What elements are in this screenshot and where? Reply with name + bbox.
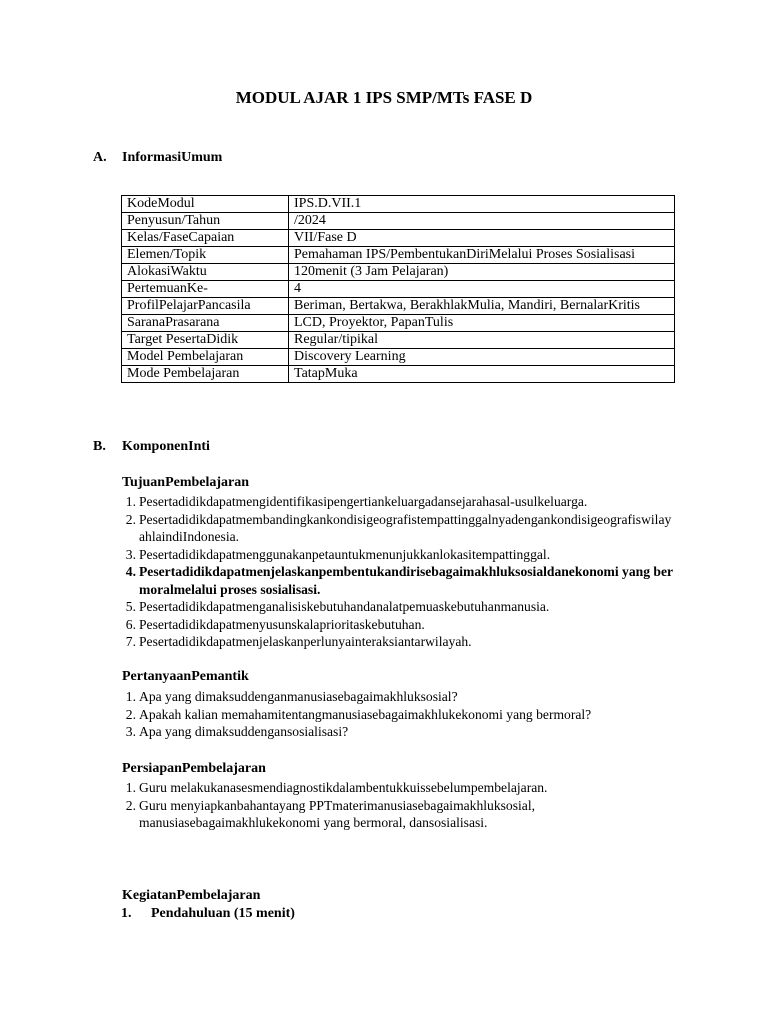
list-item bbox=[114, 598, 674, 616]
list-item bbox=[114, 563, 674, 598]
list-item-number: 3. bbox=[125, 546, 136, 562]
list-item bbox=[114, 779, 674, 797]
info-value-cell: Discovery Learning bbox=[289, 349, 675, 366]
section-b-letter: B. bbox=[93, 439, 106, 454]
info-row bbox=[122, 315, 675, 332]
info-value-cell: Regular/tipikal bbox=[289, 332, 675, 349]
info-value-cell: /2024 bbox=[289, 213, 675, 230]
info-key-cell: PertemuanKe- bbox=[122, 281, 289, 298]
info-value-cell: Pemahaman IPS/PembentukanDiriMelalui Proses Sosialisasi bbox=[289, 247, 675, 264]
pertanyaan-list bbox=[114, 688, 674, 741]
list-item-number: 2. bbox=[125, 797, 136, 813]
persiapan-heading: PersiapanPembelajaran bbox=[122, 761, 266, 776]
list-item-text: Pesertadidikdapatmenganalisiskebutuhandanalatpemuaskebutuhanmanusia. bbox=[139, 599, 550, 614]
kegiatan-heading: KegiatanPembelajaran bbox=[122, 888, 261, 903]
section-b-label: KomponenInti bbox=[122, 439, 210, 454]
info-row bbox=[122, 230, 675, 247]
list-item-text: Pesertadidikdapatmengidentifikasipengertiankeluargadansejarahasal-usulkeluarga. bbox=[139, 494, 588, 509]
list-item-text: Pesertadidikdapatmenggunakanpetauntukmenunjukkanlokasitempattinggal. bbox=[139, 546, 551, 562]
kegiatan-item-number: 1. bbox=[121, 906, 132, 921]
list-item-number: 5. bbox=[125, 599, 136, 614]
info-row bbox=[122, 281, 675, 298]
list-item-number: 2. bbox=[125, 511, 136, 527]
info-key-cell: Penyusun/Tahun bbox=[122, 213, 289, 230]
info-row bbox=[122, 332, 675, 349]
list-item bbox=[114, 723, 674, 741]
info-key-cell: ProfilPelajarPancasila bbox=[122, 298, 289, 315]
info-value-cell: VII/Fase D bbox=[289, 230, 675, 247]
info-value-cell: 120menit (3 Jam Pelajaran) bbox=[289, 264, 675, 281]
kegiatan-item-1 bbox=[121, 906, 295, 922]
list-item-number: 4. bbox=[125, 564, 136, 579]
tujuan-heading: TujuanPembelajaran bbox=[122, 475, 250, 490]
list-item-text: PesertadidikdapatmembandingkankondisigeografistempattinggalnyadengankondisigeografiswilayahlaindiIndonesia. bbox=[139, 511, 672, 544]
info-value-cell: IPS.D.VII.1 bbox=[289, 196, 675, 213]
info-value-cell: LCD, Proyektor, PapanTulis bbox=[289, 315, 675, 332]
info-key-cell: KodeModul bbox=[122, 196, 289, 213]
pertanyaan-heading: PertanyaanPemantik bbox=[122, 669, 249, 684]
info-key-cell: Mode Pembelajaran bbox=[122, 366, 289, 383]
info-value-cell: TatapMuka bbox=[289, 366, 675, 383]
list-item-text: Guru menyiapkanbahantayang PPTmaterimanusiasebagaimakhluksosial, manusiasebagaimakhlukekonomi yang bermoral, dansosialisasi. bbox=[139, 797, 536, 830]
tujuan-list bbox=[114, 493, 674, 651]
section-a-heading bbox=[93, 150, 222, 166]
list-item-number: 2. bbox=[125, 706, 136, 722]
list-item-text: Apa yang dimaksuddenganmanusiasebagaimakhluksosial? bbox=[139, 689, 458, 704]
list-item-number: 1. bbox=[125, 494, 136, 509]
kegiatan-item-text: Pendahuluan (15 menit) bbox=[151, 906, 295, 921]
info-key-cell: Kelas/FaseCapaian bbox=[122, 230, 289, 247]
info-row bbox=[122, 264, 675, 281]
list-item-text: Apa yang dimaksuddengansosialisasi? bbox=[139, 724, 349, 739]
info-key-cell: Target PesertaDidik bbox=[122, 332, 289, 349]
info-row bbox=[122, 298, 675, 315]
list-item-text: Guru melakukanasesmendiagnostikdalambentukkuissebelumpembelajaran. bbox=[139, 780, 548, 795]
info-row bbox=[122, 247, 675, 264]
list-item-text: Pesertadidikdapatmenjelaskanpembentukandirisebagaimakhluksosialdanekonomi yang bermoralmelalui proses sosialisasi. bbox=[139, 564, 674, 597]
list-item-number: 1. bbox=[125, 689, 136, 704]
list-item bbox=[114, 511, 674, 546]
info-key-cell: Model Pembelajaran bbox=[122, 349, 289, 366]
section-a-label: InformasiUmum bbox=[122, 150, 223, 165]
list-item-number: 3. bbox=[125, 724, 136, 739]
list-item-number: 6. bbox=[125, 616, 136, 632]
list-item-number: 1. bbox=[125, 780, 136, 795]
list-item bbox=[114, 616, 674, 634]
info-key-cell: AlokasiWaktu bbox=[122, 264, 289, 281]
persiapan-list bbox=[114, 779, 674, 832]
info-table bbox=[121, 195, 675, 383]
list-item bbox=[114, 546, 674, 564]
list-item-text: Pesertadidikdapatmenyusunskalaprioritaskebutuhan. bbox=[139, 616, 425, 632]
info-key-cell: SaranaPrasarana bbox=[122, 315, 289, 332]
list-item bbox=[114, 633, 674, 651]
list-item bbox=[114, 688, 674, 706]
list-item bbox=[114, 493, 674, 511]
info-key-cell: Elemen/Topik bbox=[122, 247, 289, 264]
info-value-cell: 4 bbox=[289, 281, 675, 298]
section-b-heading bbox=[93, 439, 210, 455]
info-row bbox=[122, 213, 675, 230]
info-row bbox=[122, 366, 675, 383]
document-title: MODUL AJAR 1 IPS SMP/MTs FASE D bbox=[235, 88, 533, 107]
info-value-cell: Beriman, Bertakwa, BerakhlakMulia, Mandiri, BernalarKritis bbox=[289, 298, 675, 315]
list-item-text: Pesertadidikdapatmenjelaskanperlunyainteraksiantarwilayah. bbox=[139, 634, 472, 649]
list-item bbox=[114, 706, 674, 724]
section-a-letter: A. bbox=[93, 150, 107, 165]
info-row bbox=[122, 349, 675, 366]
list-item bbox=[114, 797, 674, 832]
info-row bbox=[122, 196, 675, 213]
list-item-text: Apakah kalian memahamitentangmanusiasebagaimakhlukekonomi yang bermoral? bbox=[139, 706, 592, 722]
list-item-number: 7. bbox=[125, 634, 136, 649]
